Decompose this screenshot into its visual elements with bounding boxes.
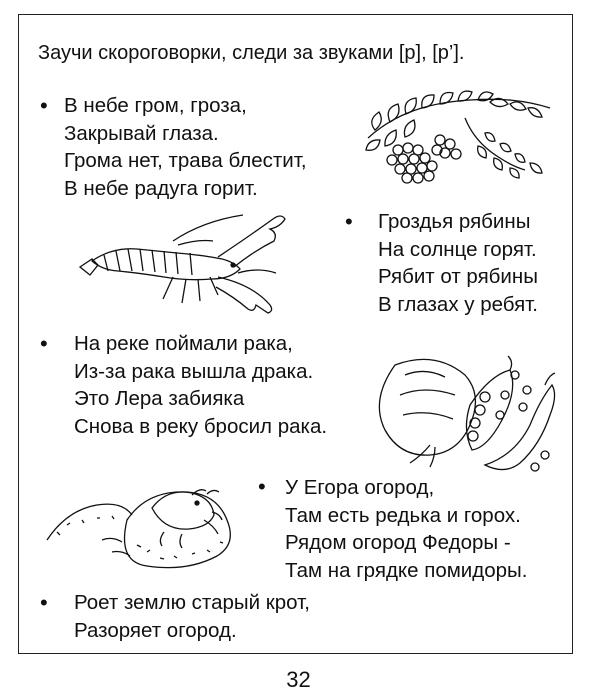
poem-line: Роет землю старый крот, <box>74 591 310 614</box>
poem-crayfish <box>74 330 327 440</box>
poem-line: На солнце горят. <box>378 237 537 261</box>
poem-line: В небе радуга горит. <box>64 176 258 200</box>
poem-line: У Егора огород, <box>285 476 435 499</box>
bullet: • <box>40 93 48 118</box>
page-number: 32 <box>286 667 311 692</box>
page-title: Заучи скороговорки, следи за звуками [р], [р’]. <box>38 42 465 64</box>
poem-line: В небе гром, гроза, <box>64 94 247 117</box>
poem-line: Из-за рака вышла драка. <box>74 359 314 383</box>
poem-line: Рябит от рябины <box>378 265 538 288</box>
poem-rowan <box>378 208 538 318</box>
poem-line: Закрывай глаза. <box>64 121 219 145</box>
bullet: • <box>258 474 266 499</box>
crayfish-icon <box>78 205 288 315</box>
poem-garden <box>285 474 527 584</box>
rowan-icon <box>360 78 555 193</box>
bullet: • <box>40 590 48 615</box>
poem-line: Там на грядке помидоры. <box>285 558 528 582</box>
radish-peas-icon <box>375 345 560 475</box>
poem-line: В глазах у ребят. <box>378 292 538 316</box>
bullet: • <box>40 331 48 356</box>
poem-line: Разоряет огород. <box>74 618 237 642</box>
poem-mole <box>74 589 310 644</box>
mole-icon <box>42 470 257 570</box>
poem-line: Там есть редька и горох. <box>285 503 521 527</box>
poem-line: Рядом огород Федоры - <box>285 531 511 554</box>
poem-line: Гроздья рябины <box>378 210 531 233</box>
poem-line: Грома нет, трава блестит, <box>64 149 307 172</box>
poem-line: На реке поймали рака, <box>74 332 293 355</box>
poem-thunder <box>64 92 307 202</box>
poem-line: Это Лера забияка <box>74 387 245 410</box>
poem-line: Снова в реку бросил рака. <box>74 414 328 438</box>
bullet: • <box>345 209 353 234</box>
